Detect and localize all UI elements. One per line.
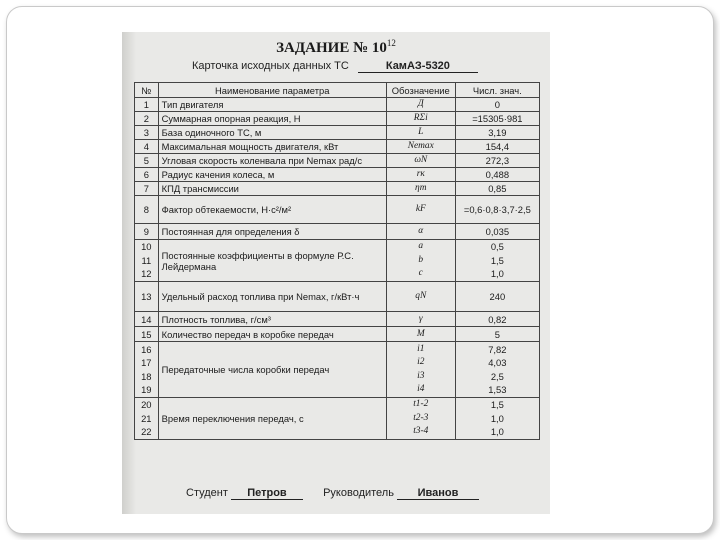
row-symbol: kF	[386, 196, 455, 224]
row-num: 2	[135, 112, 159, 126]
row-symbol: Nemax	[386, 140, 455, 154]
row-num: 5	[135, 154, 159, 168]
row-nums	[135, 240, 159, 282]
row-num: 21	[141, 412, 152, 424]
row-symbol: α	[386, 224, 455, 240]
row-symbol: rк	[386, 168, 455, 182]
row-values	[455, 398, 539, 440]
row-value: 0,488	[455, 168, 539, 182]
row-value: 1,0	[490, 268, 504, 280]
row-num: 9	[135, 224, 159, 240]
row-symbols	[386, 240, 455, 282]
row-symbol: qN	[386, 282, 455, 312]
table-row	[135, 98, 540, 112]
table-row	[135, 224, 540, 240]
table-header-row	[135, 83, 540, 98]
row-symbols	[386, 342, 455, 398]
row-symbol: c	[418, 268, 423, 279]
row-nums	[135, 342, 159, 398]
row-name: Передаточные числа коробки передач	[158, 342, 386, 398]
table-row	[135, 312, 540, 327]
row-symbol: ηт	[386, 182, 455, 196]
row-num: 10	[141, 241, 152, 253]
row-symbol: a	[418, 241, 424, 252]
table-row	[135, 282, 540, 312]
row-value: 0,85	[455, 182, 539, 196]
row-name: Плотность топлива, г/см³	[158, 312, 386, 327]
header-name: Наименование параметра	[158, 83, 386, 98]
row-name: Максимальная мощность двигателя, кВт	[158, 140, 386, 154]
row-value: 0	[455, 98, 539, 112]
row-name: База одиночного ТС, м	[158, 126, 386, 140]
row-num: 7	[135, 182, 159, 196]
row-value: 0,82	[455, 312, 539, 327]
row-symbol: t1-2	[413, 399, 429, 410]
row-name: Радиус качения колеса, м	[158, 168, 386, 182]
row-value: 1,0	[490, 412, 504, 424]
row-value: 1,5	[490, 254, 504, 266]
table-row	[135, 112, 540, 126]
row-value: 3,19	[455, 126, 539, 140]
row-num: 16	[141, 343, 152, 355]
row-name: Время переключения передач, с	[158, 398, 386, 440]
subtitle	[192, 60, 478, 73]
row-name: Постоянные коэффициенты в формуле Р.С. Лейдермана	[158, 240, 386, 282]
header-value: Числ. знач.	[455, 83, 539, 98]
title-text: ЗАДАНИЕ № 10	[276, 40, 387, 56]
row-symbol: i1	[417, 343, 425, 354]
row-value: 2,5	[490, 370, 504, 382]
row-value: 1,53	[488, 384, 507, 395]
table-row	[135, 182, 540, 196]
row-num: 17	[141, 357, 152, 368]
row-num: 18	[141, 370, 152, 382]
row-value: 0,5	[490, 241, 504, 253]
row-num: 1	[135, 98, 159, 112]
row-name: КПД трансмиссии	[158, 182, 386, 196]
row-name: Суммарная опорная реакция, Н	[158, 112, 386, 126]
table-row	[135, 342, 540, 398]
row-symbol: i2	[417, 357, 425, 367]
table-row	[135, 168, 540, 182]
row-value: 272,3	[455, 154, 539, 168]
advisor-name: Иванов	[397, 487, 479, 500]
row-num: 4	[135, 140, 159, 154]
row-num: 22	[141, 426, 152, 438]
row-symbol: M	[386, 327, 455, 342]
row-symbol: ωN	[386, 154, 455, 168]
row-symbol: t2-3	[413, 412, 429, 423]
row-value: 5	[455, 327, 539, 342]
row-num: 11	[141, 254, 152, 266]
row-value: 7,82	[488, 343, 507, 355]
row-values	[455, 240, 539, 282]
row-value: 1,5	[490, 399, 504, 411]
row-num: 15	[135, 327, 159, 342]
row-num: 13	[135, 282, 159, 312]
row-name: Постоянная для определения δ	[158, 224, 386, 240]
student-name: Петров	[231, 487, 303, 500]
row-symbols	[386, 398, 455, 440]
row-symbol: i4	[417, 384, 425, 394]
row-name: Угловая скорость коленвала при Nemax рад/с	[158, 154, 386, 168]
student-label: Студент	[186, 487, 228, 499]
signature-line	[186, 487, 479, 500]
row-value: 1,0	[490, 426, 504, 438]
row-nums	[135, 398, 159, 440]
row-symbol: RΣi	[386, 112, 455, 126]
row-value: =15305·981	[455, 112, 539, 126]
row-symbol: Д	[386, 98, 455, 112]
row-symbol: i3	[417, 370, 425, 381]
row-num: 12	[141, 268, 152, 280]
row-num: 20	[141, 399, 152, 411]
table-row	[135, 196, 540, 224]
table-row	[135, 154, 540, 168]
row-name: Удельный расход топлива при Nemax, г/кВт·ч	[158, 282, 386, 312]
row-symbol: t3-4	[413, 426, 429, 437]
row-num: 14	[135, 312, 159, 327]
row-num: 6	[135, 168, 159, 182]
row-name: Количество передач в коробке передач	[158, 327, 386, 342]
parameters-table	[134, 82, 540, 440]
row-symbol: γ	[386, 312, 455, 327]
title-superscript: 12	[386, 38, 396, 48]
table-row	[135, 398, 540, 440]
row-value: =0,6·0,8·3,7·2,5	[455, 196, 539, 224]
row-num: 19	[141, 384, 152, 395]
row-symbol: b	[418, 254, 424, 265]
table-row	[135, 140, 540, 154]
document-title	[122, 38, 550, 57]
header-num: №	[135, 83, 159, 98]
row-value: 0,035	[455, 224, 539, 240]
row-value: 240	[455, 282, 539, 312]
subtitle-label: Карточка исходных данных ТС	[192, 60, 349, 72]
row-name: Тип двигателя	[158, 98, 386, 112]
row-values	[455, 342, 539, 398]
vehicle-model: КамАЗ-5320	[358, 60, 478, 73]
advisor-label: Руководитель	[323, 487, 394, 499]
row-value: 154,4	[455, 140, 539, 154]
row-num: 8	[135, 196, 159, 224]
table-row	[135, 240, 540, 282]
row-num: 3	[135, 126, 159, 140]
scanned-document	[122, 32, 550, 514]
row-name: Фактор обтекаемости, Н·с²/м²	[158, 196, 386, 224]
table-row	[135, 126, 540, 140]
row-symbol: L	[386, 126, 455, 140]
header-symbol: Обозначение	[386, 83, 455, 98]
row-value: 4,03	[488, 357, 507, 368]
table-row	[135, 327, 540, 342]
